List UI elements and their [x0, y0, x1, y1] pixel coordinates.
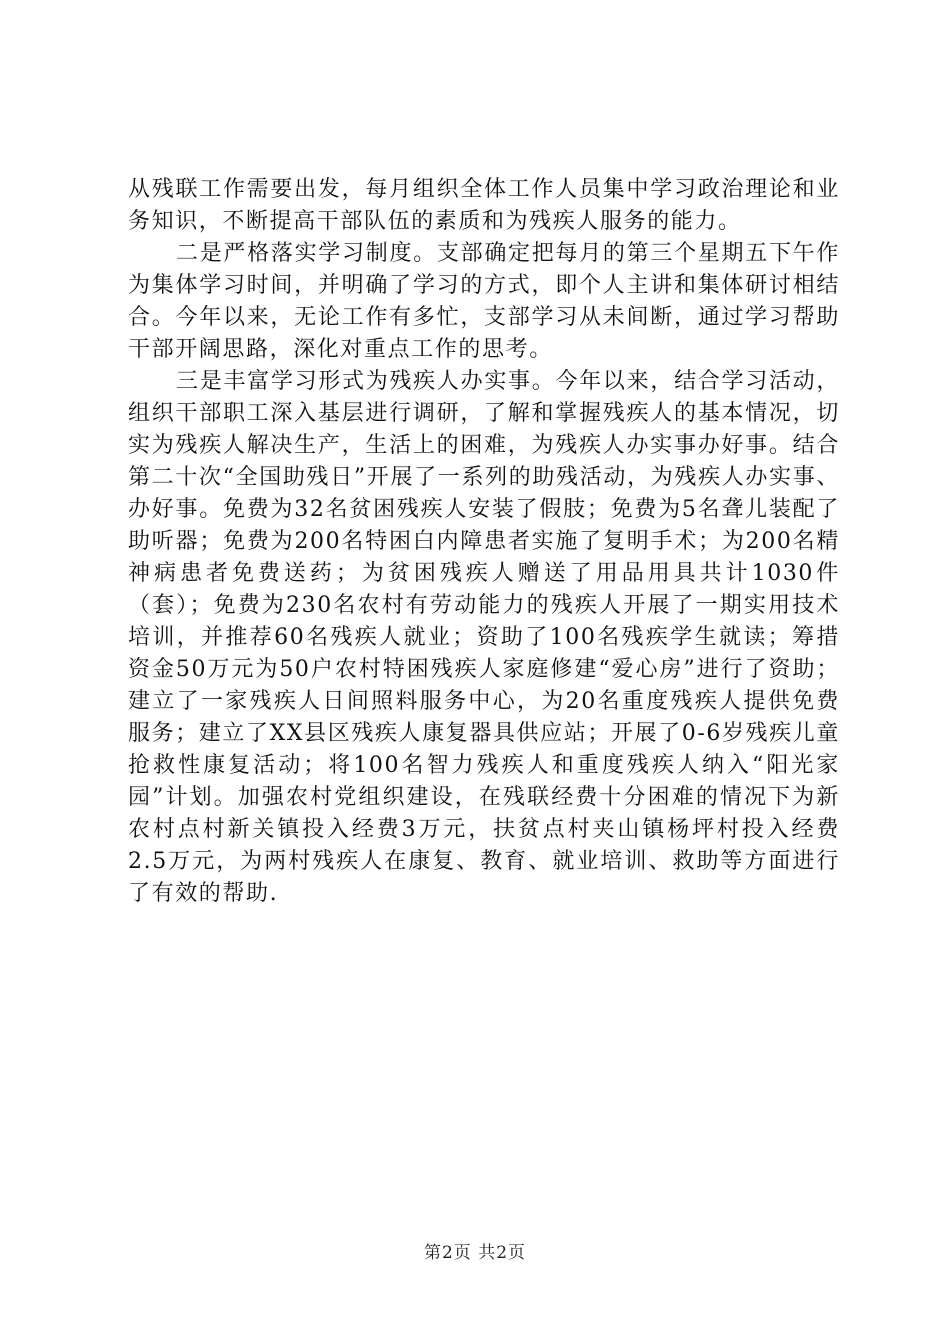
- document-body: [128, 174, 840, 910]
- paragraph-practical-work: 三是丰富学习形式为残疾人办实事。今年以来，结合学习活动，组织干部职工深入基层进行调研，了解和掌握残疾人的基本情况，切实为残疾人解决生产，生活上的困难，为残疾人办实事办好事。结合第二十次“全国助残日”开展了一系列的助残活动，为残疾人办实事、办好事。免费为32名贫困残疾人安装了假肢；免费为5名聋儿装配了助听器；免费为200名特困白内障患者实施了复明手术；为200名精神病患者免费送药；为贫困残疾人赠送了用品用具共计1030件（套）；免费为230名农村有劳动能力的残疾人开展了一期实用技术培训，并推荐60名残疾人就业；资助了100名残疾学生就读；筹措资金50万元为50户农村特困残疾人家庭修建“爱心房”进行了资助；建立了一家残疾人日间照料服务中心，为20名重度残疾人提供免费服务；建立了XX县区残疾人康复器具供应站；开展了0-6岁残疾儿童抢救性康复活动；将100名智力残疾人和重度残疾人纳入“阳光家园”计划。加强农村党组织建设，在残联经费十分困难的情况下为新农村点村新关镇投入经费3万元，扶贫点村夹山镇杨坪村投入经费2.5万元，为两村残疾人在康复、教育、就业培训、救助等方面进行了有效的帮助.: [128, 369, 840, 906]
- paragraph-study-system: 二是严格落实学习制度。支部确定把每月的第三个星期五下午作为集体学习时间，并明确了学习的方式，即个人主讲和集体研讨相结合。今年以来，无论工作有多忙，支部学习从未间断，通过学习帮助干部开阔思路，深化对重点工作的思考。: [128, 241, 840, 362]
- page-footer: [0, 1238, 950, 1263]
- page-number: 第2页 共2页: [423, 1243, 527, 1263]
- paragraph-continuation: 从残联工作需要出发，每月组织全体工作人员集中学习政治理论和业务知识，不断提高干部队伍的素质和为残疾人服务的能力。: [128, 177, 840, 234]
